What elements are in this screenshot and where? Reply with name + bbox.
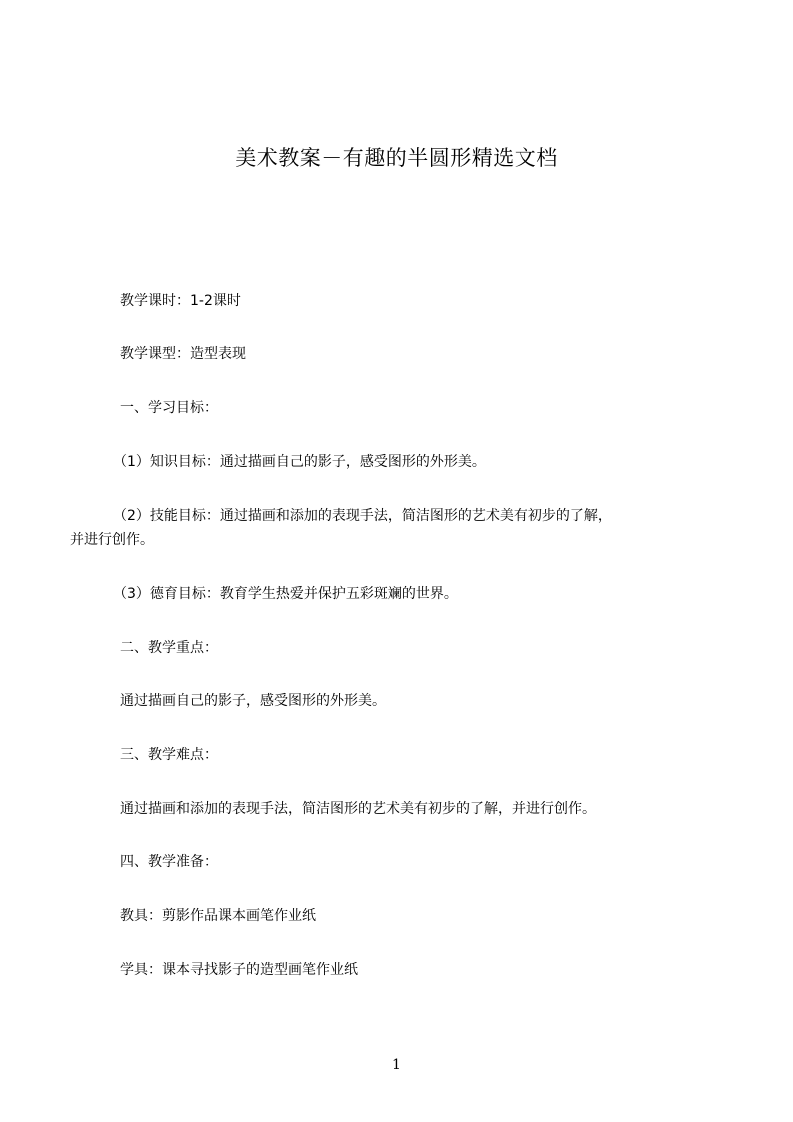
paragraph-key-points: 通过描画自己的影子，感受图形的外形美。 [92, 693, 386, 709]
paragraph-difficulties: 通过描画和添加的表现手法，简洁图形的艺术美有初步的了解，并进行创作。 [92, 801, 596, 817]
paragraph-class-hours: 教学课时：1-2课时 [92, 293, 241, 309]
paragraph-skill-goal [70, 504, 712, 552]
heading-difficulties: 三、教学难点： [92, 747, 218, 763]
paragraph-learning-aids: 学具：课本寻找影子的造型画笔作业纸 [92, 962, 358, 978]
page-number: 1 [392, 1057, 401, 1073]
paragraph-teaching-aids: 教具：剪影作品课本画笔作业纸 [92, 908, 316, 924]
paragraph-moral-goal: （3）德育目标：教育学生热爱并保护五彩斑斓的世界。 [92, 586, 458, 602]
paragraph-skill-goal-line-1: （2）技能目标：通过描画和添加的表现手法，简洁图形的艺术美有初步的了解， [92, 508, 612, 524]
paragraph-knowledge-goal: （1）知识目标：通过描画自己的影子，感受图形的外形美。 [92, 454, 486, 470]
document-title: 美术教案－有趣的半圆形精选文档 [235, 146, 558, 170]
paragraph-skill-goal-line-2: 并进行创作。 [70, 532, 154, 548]
heading-preparation: 四、教学准备： [92, 854, 218, 870]
heading-learning-goals: 一、学习目标： [92, 400, 218, 416]
paragraph-class-type: 教学课型：造型表现 [92, 346, 246, 362]
heading-key-points: 二、教学重点： [92, 640, 218, 656]
